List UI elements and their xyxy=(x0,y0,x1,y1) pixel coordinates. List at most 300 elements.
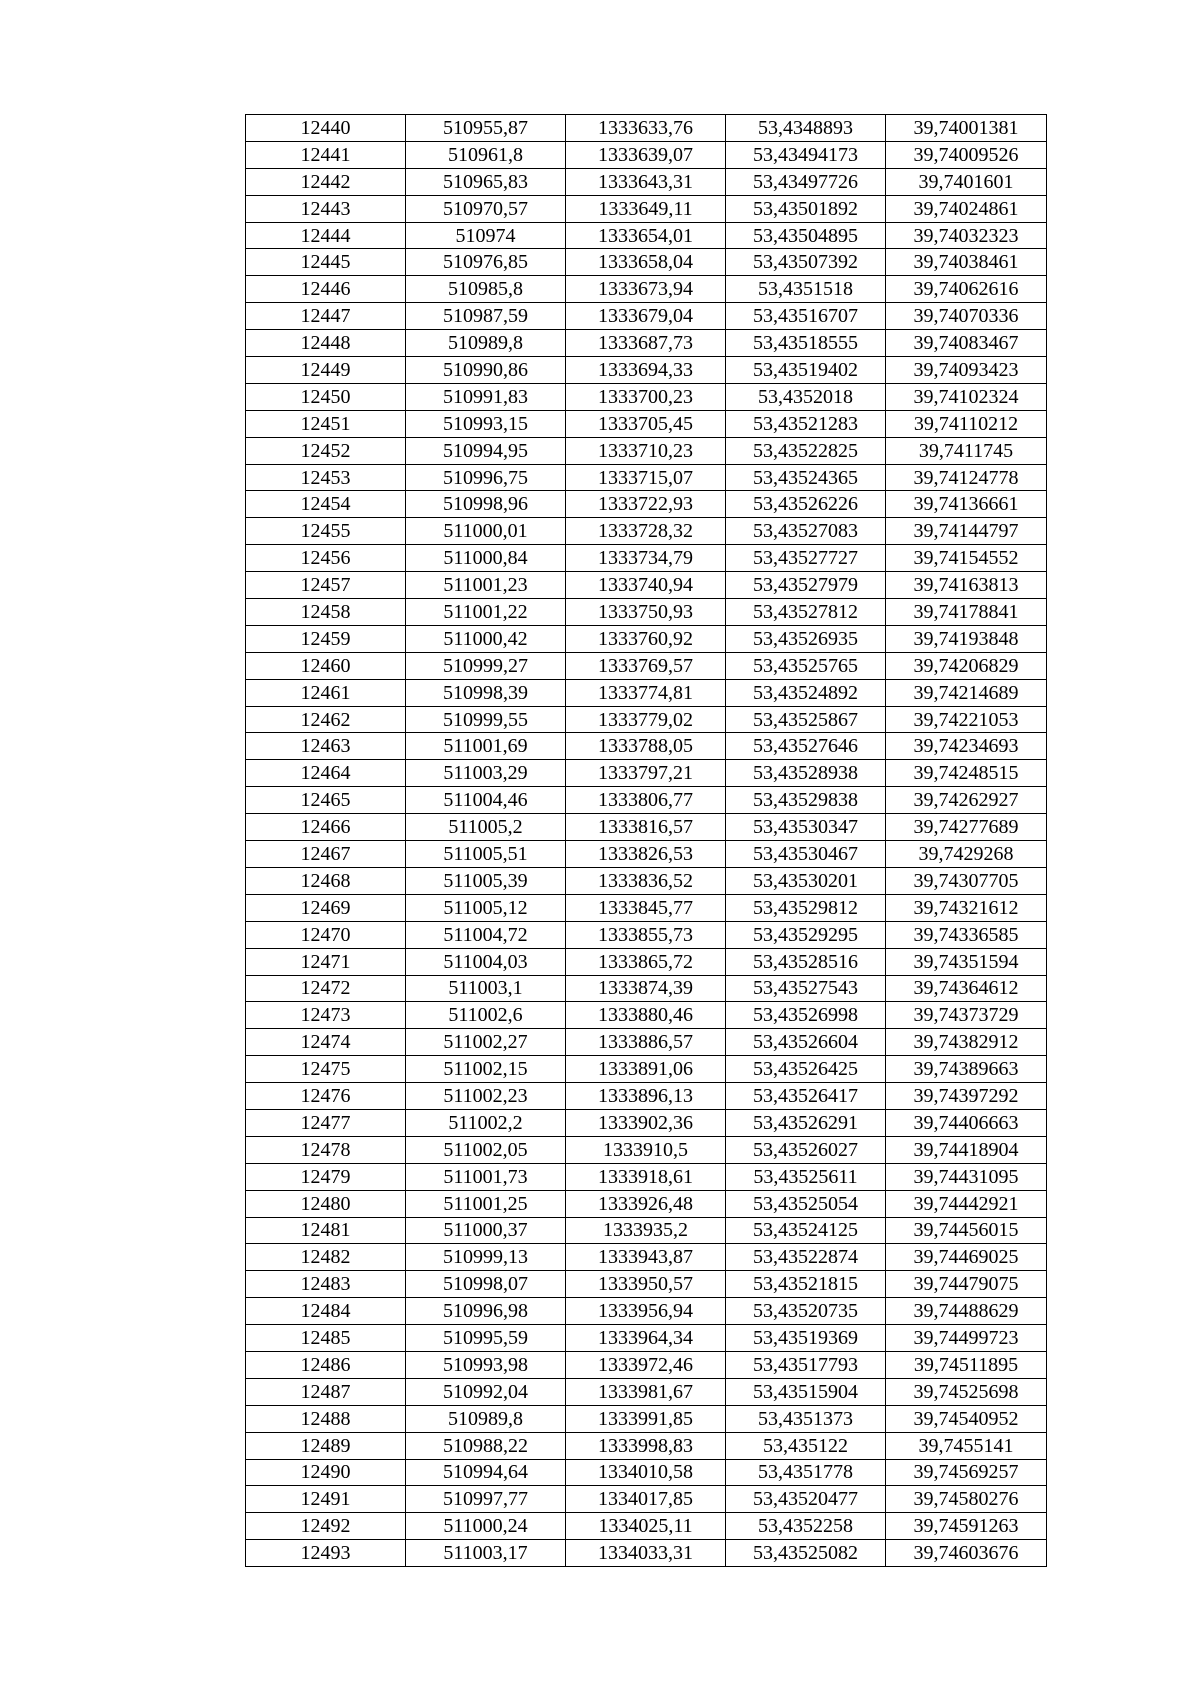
point-number-cell: 12481 xyxy=(246,1217,406,1244)
longitude-cell: 39,74351594 xyxy=(886,948,1047,975)
table-row xyxy=(246,1298,1047,1325)
longitude-cell: 39,74154552 xyxy=(886,545,1047,572)
y-coordinate-cell: 1333981,67 xyxy=(566,1378,726,1405)
longitude-cell: 39,74321612 xyxy=(886,894,1047,921)
latitude-cell: 53,43526417 xyxy=(726,1083,886,1110)
latitude-cell: 53,43526291 xyxy=(726,1109,886,1136)
point-number-cell: 12455 xyxy=(246,518,406,545)
longitude-cell: 39,74234693 xyxy=(886,733,1047,760)
table-row xyxy=(246,491,1047,518)
point-number-cell: 12446 xyxy=(246,276,406,303)
longitude-cell: 39,74364612 xyxy=(886,975,1047,1002)
latitude-cell: 53,43530201 xyxy=(726,867,886,894)
x-coordinate-cell: 510955,87 xyxy=(406,115,566,142)
x-coordinate-cell: 510993,15 xyxy=(406,410,566,437)
latitude-cell: 53,43524125 xyxy=(726,1217,886,1244)
latitude-cell: 53,43507392 xyxy=(726,249,886,276)
x-coordinate-cell: 510961,8 xyxy=(406,141,566,168)
table-row xyxy=(246,1378,1047,1405)
longitude-cell: 39,74479075 xyxy=(886,1271,1047,1298)
table-row xyxy=(246,303,1047,330)
table-row xyxy=(246,276,1047,303)
y-coordinate-cell: 1334017,85 xyxy=(566,1486,726,1513)
point-number-cell: 12488 xyxy=(246,1405,406,1432)
latitude-cell: 53,43525765 xyxy=(726,652,886,679)
y-coordinate-cell: 1333998,83 xyxy=(566,1432,726,1459)
point-number-cell: 12485 xyxy=(246,1325,406,1352)
y-coordinate-cell: 1333956,94 xyxy=(566,1298,726,1325)
x-coordinate-cell: 510996,75 xyxy=(406,464,566,491)
longitude-cell: 39,74499723 xyxy=(886,1325,1047,1352)
x-coordinate-cell: 511003,17 xyxy=(406,1540,566,1567)
latitude-cell: 53,43526604 xyxy=(726,1029,886,1056)
latitude-cell: 53,4351778 xyxy=(726,1459,886,1486)
longitude-cell: 39,74389663 xyxy=(886,1056,1047,1083)
y-coordinate-cell: 1333806,77 xyxy=(566,787,726,814)
latitude-cell: 53,4351373 xyxy=(726,1405,886,1432)
point-number-cell: 12444 xyxy=(246,222,406,249)
point-number-cell: 12459 xyxy=(246,625,406,652)
x-coordinate-cell: 511001,25 xyxy=(406,1190,566,1217)
y-coordinate-cell: 1333880,46 xyxy=(566,1002,726,1029)
y-coordinate-cell: 1333886,57 xyxy=(566,1029,726,1056)
y-coordinate-cell: 1333710,23 xyxy=(566,437,726,464)
point-number-cell: 12458 xyxy=(246,599,406,626)
longitude-cell: 39,7411745 xyxy=(886,437,1047,464)
x-coordinate-cell: 510999,55 xyxy=(406,706,566,733)
longitude-cell: 39,74144797 xyxy=(886,518,1047,545)
latitude-cell: 53,43525867 xyxy=(726,706,886,733)
table-row xyxy=(246,948,1047,975)
point-number-cell: 12474 xyxy=(246,1029,406,1056)
table-row xyxy=(246,787,1047,814)
x-coordinate-cell: 510998,96 xyxy=(406,491,566,518)
x-coordinate-cell: 510994,64 xyxy=(406,1459,566,1486)
y-coordinate-cell: 1333769,57 xyxy=(566,652,726,679)
latitude-cell: 53,4352258 xyxy=(726,1513,886,1540)
longitude-cell: 39,74603676 xyxy=(886,1540,1047,1567)
longitude-cell: 39,74456015 xyxy=(886,1217,1047,1244)
y-coordinate-cell: 1333788,05 xyxy=(566,733,726,760)
latitude-cell: 53,4351518 xyxy=(726,276,886,303)
table-row xyxy=(246,1540,1047,1567)
x-coordinate-cell: 511002,05 xyxy=(406,1136,566,1163)
longitude-cell: 39,74580276 xyxy=(886,1486,1047,1513)
table-row xyxy=(246,760,1047,787)
latitude-cell: 53,43524365 xyxy=(726,464,886,491)
table-row xyxy=(246,437,1047,464)
table-row xyxy=(246,1459,1047,1486)
y-coordinate-cell: 1333826,53 xyxy=(566,841,726,868)
y-coordinate-cell: 1333943,87 xyxy=(566,1244,726,1271)
longitude-cell: 39,74431095 xyxy=(886,1163,1047,1190)
longitude-cell: 39,74406663 xyxy=(886,1109,1047,1136)
x-coordinate-cell: 510987,59 xyxy=(406,303,566,330)
x-coordinate-cell: 510997,77 xyxy=(406,1486,566,1513)
latitude-cell: 53,43529838 xyxy=(726,787,886,814)
table-row xyxy=(246,1056,1047,1083)
point-number-cell: 12464 xyxy=(246,760,406,787)
longitude-cell: 39,74093423 xyxy=(886,357,1047,384)
table-row xyxy=(246,1029,1047,1056)
x-coordinate-cell: 511002,23 xyxy=(406,1083,566,1110)
point-number-cell: 12480 xyxy=(246,1190,406,1217)
coordinates-table-body xyxy=(246,115,1047,1567)
table-row xyxy=(246,841,1047,868)
point-number-cell: 12463 xyxy=(246,733,406,760)
table-row xyxy=(246,975,1047,1002)
x-coordinate-cell: 510989,8 xyxy=(406,1405,566,1432)
table-row xyxy=(246,1109,1047,1136)
x-coordinate-cell: 510988,22 xyxy=(406,1432,566,1459)
y-coordinate-cell: 1333687,73 xyxy=(566,330,726,357)
longitude-cell: 39,7401601 xyxy=(886,168,1047,195)
y-coordinate-cell: 1334010,58 xyxy=(566,1459,726,1486)
table-row xyxy=(246,679,1047,706)
table-row xyxy=(246,625,1047,652)
point-number-cell: 12449 xyxy=(246,357,406,384)
table-row xyxy=(246,894,1047,921)
y-coordinate-cell: 1333715,07 xyxy=(566,464,726,491)
latitude-cell: 53,4352018 xyxy=(726,383,886,410)
x-coordinate-cell: 511001,73 xyxy=(406,1163,566,1190)
y-coordinate-cell: 1333658,04 xyxy=(566,249,726,276)
x-coordinate-cell: 510976,85 xyxy=(406,249,566,276)
latitude-cell: 53,43528938 xyxy=(726,760,886,787)
point-number-cell: 12489 xyxy=(246,1432,406,1459)
longitude-cell: 39,74062616 xyxy=(886,276,1047,303)
x-coordinate-cell: 510996,98 xyxy=(406,1298,566,1325)
y-coordinate-cell: 1333926,48 xyxy=(566,1190,726,1217)
latitude-cell: 53,43515904 xyxy=(726,1378,886,1405)
y-coordinate-cell: 1333633,76 xyxy=(566,115,726,142)
table-row xyxy=(246,867,1047,894)
y-coordinate-cell: 1333972,46 xyxy=(566,1351,726,1378)
table-row xyxy=(246,1244,1047,1271)
point-number-cell: 12477 xyxy=(246,1109,406,1136)
x-coordinate-cell: 511000,84 xyxy=(406,545,566,572)
y-coordinate-cell: 1333760,92 xyxy=(566,625,726,652)
x-coordinate-cell: 511005,2 xyxy=(406,814,566,841)
y-coordinate-cell: 1333643,31 xyxy=(566,168,726,195)
latitude-cell: 53,43517793 xyxy=(726,1351,886,1378)
y-coordinate-cell: 1333654,01 xyxy=(566,222,726,249)
x-coordinate-cell: 511000,01 xyxy=(406,518,566,545)
latitude-cell: 53,43526425 xyxy=(726,1056,886,1083)
x-coordinate-cell: 511004,03 xyxy=(406,948,566,975)
x-coordinate-cell: 511005,51 xyxy=(406,841,566,868)
table-row xyxy=(246,1083,1047,1110)
y-coordinate-cell: 1333700,23 xyxy=(566,383,726,410)
latitude-cell: 53,43530347 xyxy=(726,814,886,841)
latitude-cell: 53,43519402 xyxy=(726,357,886,384)
latitude-cell: 53,43525082 xyxy=(726,1540,886,1567)
x-coordinate-cell: 510992,04 xyxy=(406,1378,566,1405)
longitude-cell: 39,74001381 xyxy=(886,115,1047,142)
x-coordinate-cell: 511000,42 xyxy=(406,625,566,652)
latitude-cell: 53,43494173 xyxy=(726,141,886,168)
table-row xyxy=(246,1271,1047,1298)
x-coordinate-cell: 511000,37 xyxy=(406,1217,566,1244)
latitude-cell: 53,43527979 xyxy=(726,572,886,599)
y-coordinate-cell: 1333991,85 xyxy=(566,1405,726,1432)
latitude-cell: 53,43525611 xyxy=(726,1163,886,1190)
longitude-cell: 39,74336585 xyxy=(886,921,1047,948)
latitude-cell: 53,43525054 xyxy=(726,1190,886,1217)
y-coordinate-cell: 1333874,39 xyxy=(566,975,726,1002)
y-coordinate-cell: 1333836,52 xyxy=(566,867,726,894)
table-row xyxy=(246,545,1047,572)
x-coordinate-cell: 510990,86 xyxy=(406,357,566,384)
y-coordinate-cell: 1333722,93 xyxy=(566,491,726,518)
table-row xyxy=(246,1351,1047,1378)
table-row xyxy=(246,1217,1047,1244)
point-number-cell: 12490 xyxy=(246,1459,406,1486)
table-row xyxy=(246,464,1047,491)
point-number-cell: 12448 xyxy=(246,330,406,357)
latitude-cell: 53,43527543 xyxy=(726,975,886,1002)
x-coordinate-cell: 511004,72 xyxy=(406,921,566,948)
latitude-cell: 53,43518555 xyxy=(726,330,886,357)
latitude-cell: 53,43526935 xyxy=(726,625,886,652)
x-coordinate-cell: 510985,8 xyxy=(406,276,566,303)
table-row xyxy=(246,168,1047,195)
x-coordinate-cell: 510989,8 xyxy=(406,330,566,357)
y-coordinate-cell: 1333797,21 xyxy=(566,760,726,787)
x-coordinate-cell: 510991,83 xyxy=(406,383,566,410)
point-number-cell: 12453 xyxy=(246,464,406,491)
y-coordinate-cell: 1333865,72 xyxy=(566,948,726,975)
table-row xyxy=(246,249,1047,276)
longitude-cell: 39,74397292 xyxy=(886,1083,1047,1110)
point-number-cell: 12487 xyxy=(246,1378,406,1405)
latitude-cell: 53,43527812 xyxy=(726,599,886,626)
y-coordinate-cell: 1333740,94 xyxy=(566,572,726,599)
y-coordinate-cell: 1333673,94 xyxy=(566,276,726,303)
table-row xyxy=(246,1432,1047,1459)
longitude-cell: 39,74102324 xyxy=(886,383,1047,410)
latitude-cell: 53,43524892 xyxy=(726,679,886,706)
y-coordinate-cell: 1333902,36 xyxy=(566,1109,726,1136)
y-coordinate-cell: 1333774,81 xyxy=(566,679,726,706)
y-coordinate-cell: 1333705,45 xyxy=(566,410,726,437)
longitude-cell: 39,74488629 xyxy=(886,1298,1047,1325)
y-coordinate-cell: 1333779,02 xyxy=(566,706,726,733)
table-row xyxy=(246,115,1047,142)
point-number-cell: 12484 xyxy=(246,1298,406,1325)
point-number-cell: 12468 xyxy=(246,867,406,894)
coordinates-table xyxy=(245,114,1047,1567)
point-number-cell: 12466 xyxy=(246,814,406,841)
point-number-cell: 12493 xyxy=(246,1540,406,1567)
table-row xyxy=(246,1405,1047,1432)
point-number-cell: 12473 xyxy=(246,1002,406,1029)
y-coordinate-cell: 1334033,31 xyxy=(566,1540,726,1567)
latitude-cell: 53,43526226 xyxy=(726,491,886,518)
y-coordinate-cell: 1333639,07 xyxy=(566,141,726,168)
latitude-cell: 53,43522825 xyxy=(726,437,886,464)
point-number-cell: 12440 xyxy=(246,115,406,142)
point-number-cell: 12492 xyxy=(246,1513,406,1540)
y-coordinate-cell: 1333964,34 xyxy=(566,1325,726,1352)
point-number-cell: 12476 xyxy=(246,1083,406,1110)
longitude-cell: 39,74569257 xyxy=(886,1459,1047,1486)
longitude-cell: 39,74110212 xyxy=(886,410,1047,437)
latitude-cell: 53,43522874 xyxy=(726,1244,886,1271)
latitude-cell: 53,43521815 xyxy=(726,1271,886,1298)
longitude-cell: 39,74511895 xyxy=(886,1351,1047,1378)
table-row xyxy=(246,921,1047,948)
longitude-cell: 39,74163813 xyxy=(886,572,1047,599)
y-coordinate-cell: 1333649,11 xyxy=(566,195,726,222)
table-row xyxy=(246,195,1047,222)
x-coordinate-cell: 510994,95 xyxy=(406,437,566,464)
x-coordinate-cell: 510974 xyxy=(406,222,566,249)
latitude-cell: 53,43501892 xyxy=(726,195,886,222)
x-coordinate-cell: 511003,29 xyxy=(406,760,566,787)
table-row xyxy=(246,733,1047,760)
table-row xyxy=(246,652,1047,679)
point-number-cell: 12470 xyxy=(246,921,406,948)
y-coordinate-cell: 1333728,32 xyxy=(566,518,726,545)
longitude-cell: 39,7455141 xyxy=(886,1432,1047,1459)
table-row xyxy=(246,814,1047,841)
latitude-cell: 53,43526027 xyxy=(726,1136,886,1163)
longitude-cell: 39,74032323 xyxy=(886,222,1047,249)
table-row xyxy=(246,1136,1047,1163)
x-coordinate-cell: 510965,83 xyxy=(406,168,566,195)
latitude-cell: 53,43520735 xyxy=(726,1298,886,1325)
point-number-cell: 12491 xyxy=(246,1486,406,1513)
x-coordinate-cell: 511000,24 xyxy=(406,1513,566,1540)
y-coordinate-cell: 1333855,73 xyxy=(566,921,726,948)
longitude-cell: 39,74307705 xyxy=(886,867,1047,894)
point-number-cell: 12461 xyxy=(246,679,406,706)
y-coordinate-cell: 1333694,33 xyxy=(566,357,726,384)
longitude-cell: 39,74136661 xyxy=(886,491,1047,518)
point-number-cell: 12443 xyxy=(246,195,406,222)
longitude-cell: 39,74070336 xyxy=(886,303,1047,330)
x-coordinate-cell: 510999,13 xyxy=(406,1244,566,1271)
longitude-cell: 39,74591263 xyxy=(886,1513,1047,1540)
x-coordinate-cell: 510995,59 xyxy=(406,1325,566,1352)
point-number-cell: 12486 xyxy=(246,1351,406,1378)
point-number-cell: 12456 xyxy=(246,545,406,572)
latitude-cell: 53,43527727 xyxy=(726,545,886,572)
y-coordinate-cell: 1333935,2 xyxy=(566,1217,726,1244)
point-number-cell: 12478 xyxy=(246,1136,406,1163)
table-row xyxy=(246,1190,1047,1217)
table-row xyxy=(246,357,1047,384)
y-coordinate-cell: 1333734,79 xyxy=(566,545,726,572)
y-coordinate-cell: 1333910,5 xyxy=(566,1136,726,1163)
point-number-cell: 12454 xyxy=(246,491,406,518)
longitude-cell: 39,74124778 xyxy=(886,464,1047,491)
table-row xyxy=(246,1002,1047,1029)
table-row xyxy=(246,410,1047,437)
y-coordinate-cell: 1333891,06 xyxy=(566,1056,726,1083)
longitude-cell: 39,74009526 xyxy=(886,141,1047,168)
latitude-cell: 53,43527646 xyxy=(726,733,886,760)
x-coordinate-cell: 511002,27 xyxy=(406,1029,566,1056)
point-number-cell: 12469 xyxy=(246,894,406,921)
point-number-cell: 12457 xyxy=(246,572,406,599)
x-coordinate-cell: 511001,23 xyxy=(406,572,566,599)
latitude-cell: 53,43504895 xyxy=(726,222,886,249)
x-coordinate-cell: 511002,6 xyxy=(406,1002,566,1029)
latitude-cell: 53,43530467 xyxy=(726,841,886,868)
x-coordinate-cell: 511002,2 xyxy=(406,1109,566,1136)
y-coordinate-cell: 1333750,93 xyxy=(566,599,726,626)
table-row xyxy=(246,141,1047,168)
longitude-cell: 39,74469025 xyxy=(886,1244,1047,1271)
latitude-cell: 53,43528516 xyxy=(726,948,886,975)
longitude-cell: 39,74540952 xyxy=(886,1405,1047,1432)
x-coordinate-cell: 511005,39 xyxy=(406,867,566,894)
latitude-cell: 53,4348893 xyxy=(726,115,886,142)
latitude-cell: 53,43529812 xyxy=(726,894,886,921)
point-number-cell: 12472 xyxy=(246,975,406,1002)
latitude-cell: 53,43497726 xyxy=(726,168,886,195)
point-number-cell: 12483 xyxy=(246,1271,406,1298)
longitude-cell: 39,74038461 xyxy=(886,249,1047,276)
x-coordinate-cell: 511004,46 xyxy=(406,787,566,814)
y-coordinate-cell: 1333950,57 xyxy=(566,1271,726,1298)
table-row xyxy=(246,572,1047,599)
longitude-cell: 39,74193848 xyxy=(886,625,1047,652)
x-coordinate-cell: 510993,98 xyxy=(406,1351,566,1378)
table-row xyxy=(246,1325,1047,1352)
x-coordinate-cell: 511005,12 xyxy=(406,894,566,921)
longitude-cell: 39,74214689 xyxy=(886,679,1047,706)
x-coordinate-cell: 510999,27 xyxy=(406,652,566,679)
table-row xyxy=(246,1513,1047,1540)
point-number-cell: 12442 xyxy=(246,168,406,195)
latitude-cell: 53,43520477 xyxy=(726,1486,886,1513)
point-number-cell: 12460 xyxy=(246,652,406,679)
point-number-cell: 12479 xyxy=(246,1163,406,1190)
point-number-cell: 12451 xyxy=(246,410,406,437)
point-number-cell: 12482 xyxy=(246,1244,406,1271)
latitude-cell: 53,43529295 xyxy=(726,921,886,948)
x-coordinate-cell: 511001,22 xyxy=(406,599,566,626)
point-number-cell: 12450 xyxy=(246,383,406,410)
table-row xyxy=(246,518,1047,545)
longitude-cell: 39,74525698 xyxy=(886,1378,1047,1405)
y-coordinate-cell: 1333679,04 xyxy=(566,303,726,330)
point-number-cell: 12475 xyxy=(246,1056,406,1083)
longitude-cell: 39,74373729 xyxy=(886,1002,1047,1029)
latitude-cell: 53,43519369 xyxy=(726,1325,886,1352)
y-coordinate-cell: 1333918,61 xyxy=(566,1163,726,1190)
table-row xyxy=(246,330,1047,357)
longitude-cell: 39,74382912 xyxy=(886,1029,1047,1056)
point-number-cell: 12462 xyxy=(246,706,406,733)
longitude-cell: 39,74442921 xyxy=(886,1190,1047,1217)
latitude-cell: 53,43521283 xyxy=(726,410,886,437)
point-number-cell: 12452 xyxy=(246,437,406,464)
longitude-cell: 39,74221053 xyxy=(886,706,1047,733)
point-number-cell: 12445 xyxy=(246,249,406,276)
point-number-cell: 12471 xyxy=(246,948,406,975)
table-row xyxy=(246,1486,1047,1513)
longitude-cell: 39,7429268 xyxy=(886,841,1047,868)
latitude-cell: 53,43526998 xyxy=(726,1002,886,1029)
longitude-cell: 39,74178841 xyxy=(886,599,1047,626)
point-number-cell: 12467 xyxy=(246,841,406,868)
x-coordinate-cell: 510998,39 xyxy=(406,679,566,706)
point-number-cell: 12441 xyxy=(246,141,406,168)
